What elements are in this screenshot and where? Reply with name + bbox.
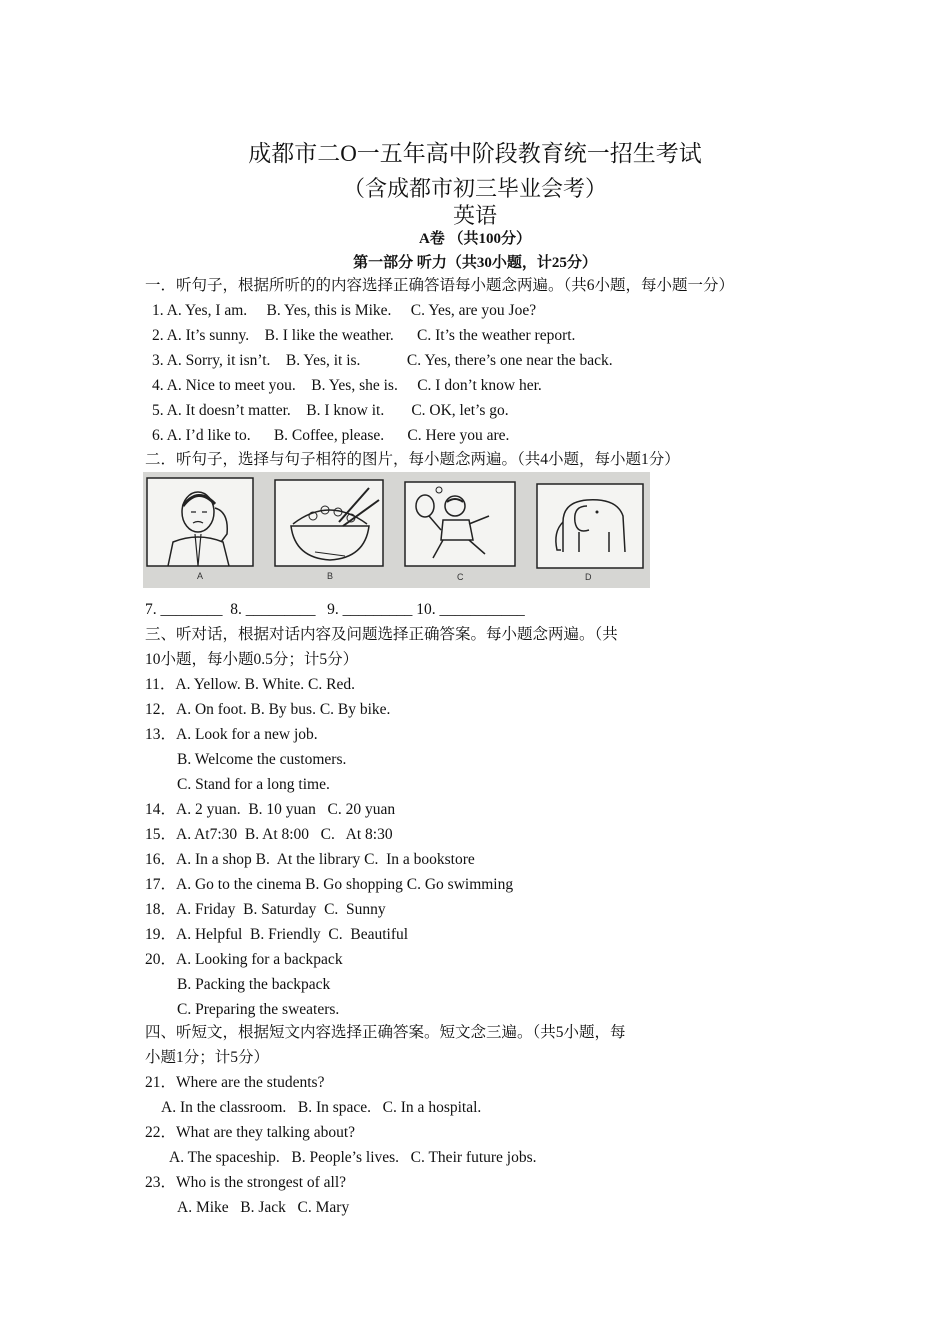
question-16: 16．A. In a shop B. At the library C. In a bookstore <box>145 851 475 868</box>
question-11: 11．A. Yellow. B. White. C. Red. <box>145 676 355 693</box>
question-21-options: A. In the classroom. B. In space. C. In a hospital. <box>161 1099 482 1116</box>
question-23: 23．Who is the strongest of all? <box>145 1174 347 1191</box>
picture-label-b: B <box>327 571 334 581</box>
section3-instruction-line2: 10小题，每小题0.5分；计5分） <box>145 651 359 668</box>
exam-subtitle: （含成都市初三毕业会考） <box>342 176 607 201</box>
question-19: 19．A. Helpful B. Friendly C. Beautiful <box>145 926 409 943</box>
picture-label-a: A <box>197 571 204 581</box>
volume-heading: A卷 （共100分） <box>418 231 532 247</box>
question-6: 6. A. I’d like to. B. Coffee, please. C. Here you are. <box>152 427 510 444</box>
section1-instruction: 一．听句子，根据所听的的内容选择正确答语每小题念两遍。（共6小题，每小题一分） <box>145 277 735 294</box>
picture-d <box>537 484 643 582</box>
question-22-options: A. The spaceship. B. People’s lives. C. Their future jobs. <box>169 1149 537 1166</box>
question-1: 1. A. Yes, I am. B. Yes, this is Mike. C. Yes, are you Joe? <box>152 302 537 319</box>
exam-title: 成都市二O一五年高中阶段教育统一招生考试 <box>248 141 702 166</box>
question-17: 17．A. Go to the cinema B. Go shopping C. Go swimming <box>145 876 514 893</box>
exam-subject: 英语 <box>452 203 497 228</box>
question-20-option-c: C. Preparing the sweaters. <box>177 1001 340 1018</box>
picture-b <box>275 480 383 581</box>
question-13-option-c: C. Stand for a long time. <box>177 776 330 793</box>
question-15: 15．A. At7:30 B. At 8:00 C. At 8:30 <box>145 826 393 843</box>
question-12: 12．A. On foot. B. By bus. C. By bike. <box>145 701 391 718</box>
question-22: 22．What are they talking about? <box>145 1124 356 1141</box>
question-3: 3. A. Sorry, it isn’t. B. Yes, it is. C. Yes, there’s one near the back. <box>152 352 613 369</box>
question-23-options: A. Mike B. Jack C. Mary <box>177 1199 350 1216</box>
question-14: 14．A. 2 yuan. B. 10 yuan C. 20 yuan <box>145 801 396 818</box>
section4-instruction-line1: 四、听短文，根据短文内容选择正确答案。短文念三遍。（共5小题，每 <box>145 1024 626 1041</box>
section4-instruction-line2: 小题1分；计5分） <box>145 1049 270 1066</box>
question-18: 18．A. Friday B. Saturday C. Sunny <box>145 901 386 918</box>
question-2: 2. A. It’s sunny. B. I like the weather. C. It’s the weather report. <box>152 327 576 344</box>
question-4: 4. A. Nice to meet you. B. Yes, she is. C. I don’t know her. <box>152 377 542 394</box>
question-20-option-b: B. Packing the backpack <box>177 976 331 993</box>
question-5: 5. A. It doesn’t matter. B. I know it. C. OK, let’s go. <box>152 402 509 419</box>
picture-strip-svg <box>143 472 650 588</box>
question-21: 21．Where are the students? <box>145 1074 325 1091</box>
section2-instruction: 二．听句子，选择与句子相符的图片，每小题念两遍。（共4小题，每小题1分） <box>145 451 680 468</box>
question-13: 13．A. Look for a new job. <box>145 726 318 743</box>
picture-a <box>147 478 253 581</box>
picture-strip <box>143 472 650 588</box>
section3-instruction-line1: 三、听对话，根据对话内容及问题选择正确答案。每小题念两遍。（共 <box>145 626 618 643</box>
picture-label-d: D <box>585 572 592 582</box>
answer-blanks-7-10: 7. ________ 8. _________ 9. _________ 10. ___________ <box>145 601 525 618</box>
question-20: 20．A. Looking for a backpack <box>145 951 343 968</box>
part-heading: 第一部分 听力（共30小题，计25分） <box>353 255 597 271</box>
picture-label-c: C <box>457 572 464 582</box>
question-13-option-b: B. Welcome the customers. <box>177 751 347 768</box>
